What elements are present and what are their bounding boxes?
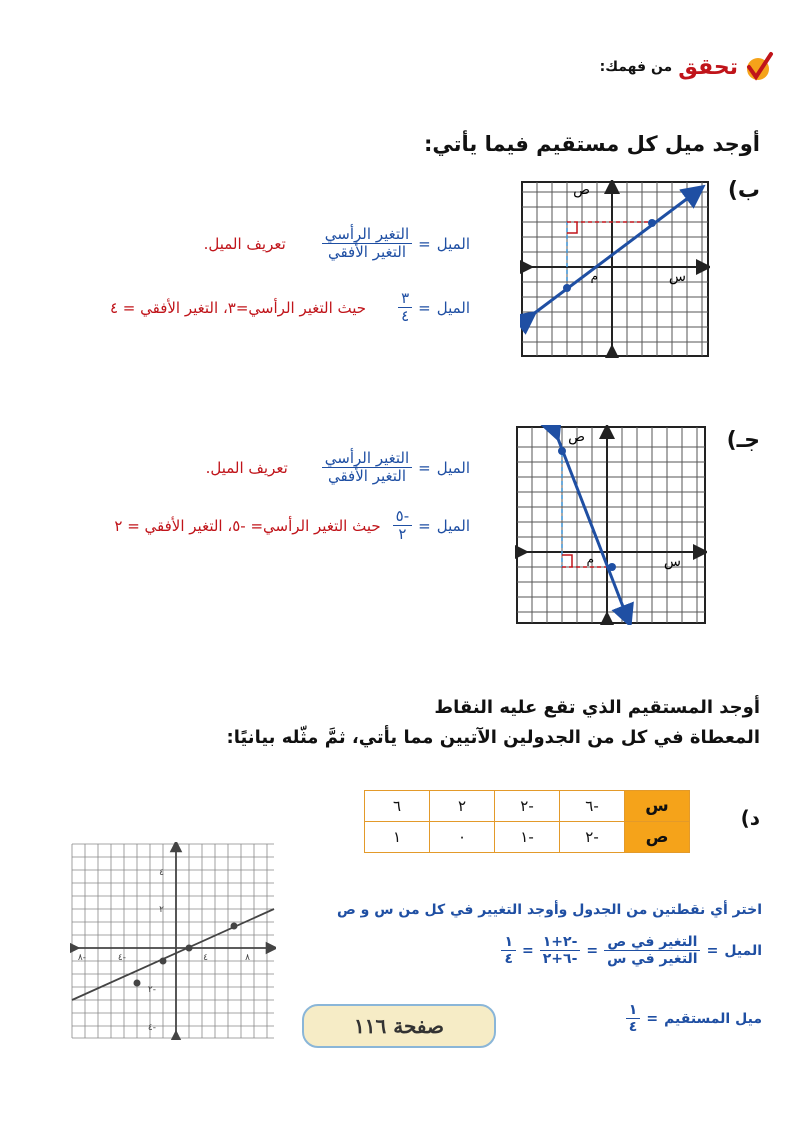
slope-word: الميل [436, 298, 470, 317]
part-d-final-slope: ميل المستقيم = $\frac{١}{٤}$ [626, 1002, 762, 1035]
check-word: تحقق [678, 54, 738, 80]
part-c-definition-line: الميل = $\frac{\text{التغير الرأسي}}{\text{التغير الأفقي}}$ تعريف الميل. [205, 449, 470, 486]
slope-explanation: حيث التغير الرأسي=٣، التغير الأفقي = ٤ [109, 298, 367, 317]
table-row [365, 822, 690, 853]
page-reference-text: صفحة ١١٦ [354, 1014, 444, 1038]
part-b-result-line: الميل = $\frac{٣}{٤}$ حيث التغير الرأسي=٣، التغير الأفقي = ٤ [109, 289, 470, 326]
instruction-line-1: أوجد المستقيم الذي تقع عليه النقاط [434, 697, 760, 718]
run-label: التغير الأفقي [327, 467, 406, 486]
slope-denominator: ٢ [398, 525, 407, 544]
table-cell: ٦ [365, 791, 430, 822]
page-reference-box [302, 1004, 496, 1048]
check-rest: من فهمك: [599, 59, 673, 75]
check-understanding-header [600, 50, 774, 84]
y-header-cell: ص [625, 822, 690, 853]
origin-label: م [590, 269, 598, 283]
part-d-graph [70, 842, 276, 1040]
table-cell: -٢ [560, 822, 625, 853]
slope-word: الميل [436, 516, 470, 535]
part-d-calculation: الميل = $\frac{\text{التغير في ص}}{\text{التغير في س}}$ = $\frac{-٢+١}{-٦+٢}$ = $\frac{١}{٤}$ [501, 934, 762, 967]
question-2-instruction [227, 693, 761, 753]
part-d-label: د) [740, 806, 760, 830]
result-denominator: ٤ [504, 951, 513, 968]
rise-label: التغير الرأسي [322, 450, 412, 468]
part-c-result-line: الميل = $\frac{-٥}{٢}$ حيث التغير الرأسي= -٥، التغير الأفقي = ٢ [114, 507, 470, 544]
part-b-definition-line: الميل = $\frac{\text{التغير الرأسي}}{\text{التغير الأفقي}}$ تعريف الميل. [203, 225, 470, 262]
origin-label: م [586, 552, 594, 566]
part-c-graph [515, 425, 707, 625]
question-1-instruction: أوجد ميل كل مستقيم فيما يأتي: [423, 132, 760, 156]
x-header-cell: س [625, 791, 690, 822]
definition-note: تعريف الميل. [205, 458, 288, 477]
change-x: التغير في س [607, 951, 698, 968]
tick-label: ٤ [203, 953, 208, 963]
definition-note: تعريف الميل. [203, 234, 286, 253]
result-numerator: ١ [501, 934, 516, 951]
final-fraction [626, 1002, 641, 1035]
slope-word: الميل [436, 234, 470, 253]
slope-value-fraction [393, 508, 412, 544]
rise-label: التغير الرأسي [322, 226, 412, 244]
table-cell: ١ [365, 822, 430, 853]
final-label: ميل المستقيم [664, 1010, 762, 1027]
tick-label: -٤ [147, 1023, 156, 1033]
tick-label: ٢ [159, 905, 164, 915]
tick-label: -٢ [147, 985, 156, 995]
part-d-hint: اختر أي نقطتين من الجدول وأوجد التغيير في كل من س و ص [336, 902, 762, 918]
slope-definition-fraction [322, 450, 412, 486]
tick-label: -٨ [77, 953, 86, 963]
part-b-label: ب) [727, 178, 760, 203]
result-fraction [501, 934, 516, 967]
slope-denominator: ٤ [401, 307, 410, 326]
part-b-graph [520, 180, 710, 358]
final-denominator: ٤ [628, 1019, 638, 1036]
calc-denominator: -٦+٢ [542, 951, 578, 968]
tick-label: ٨ [245, 953, 250, 963]
table-cell: -٢ [495, 791, 560, 822]
table-cell: -١ [495, 822, 560, 853]
tick-label: -٤ [117, 953, 126, 963]
y-axis-label: ص [568, 429, 585, 445]
run-label: التغير الأفقي [327, 243, 406, 262]
slope-word: الميل [436, 458, 470, 477]
part-c-label: جـ) [726, 428, 760, 453]
y-axis-label: ص [573, 182, 590, 198]
table-row [365, 791, 690, 822]
check-mark-icon [744, 50, 774, 84]
slope-numerator: ٣ [398, 290, 412, 308]
x-axis-label: س [663, 554, 681, 570]
x-axis-label: س [668, 269, 686, 285]
change-y: التغير في ص [604, 934, 700, 951]
slope-value-fraction [398, 290, 412, 326]
slope-word: الميل [724, 942, 762, 959]
slope-numerator: -٥ [393, 508, 412, 526]
slope-explanation: حيث التغير الرأسي= -٥، التغير الأفقي = ٢ [114, 516, 381, 535]
calc-numerator: -٢+١ [540, 934, 581, 951]
instruction-line-2: المعطاة في كل من الجدولين الآتيين مما يأتي، ثمَّ مثّله بيانيًا: [226, 727, 760, 748]
table-cell: -٦ [560, 791, 625, 822]
final-numerator: ١ [626, 1002, 641, 1019]
slope-definition-fraction [322, 226, 412, 262]
substitution-fraction [540, 934, 581, 967]
change-fraction [604, 934, 701, 967]
table-cell: ٠ [430, 822, 495, 853]
tick-label: ٤ [159, 868, 164, 878]
table-cell: ٢ [430, 791, 495, 822]
points-table [364, 790, 690, 853]
